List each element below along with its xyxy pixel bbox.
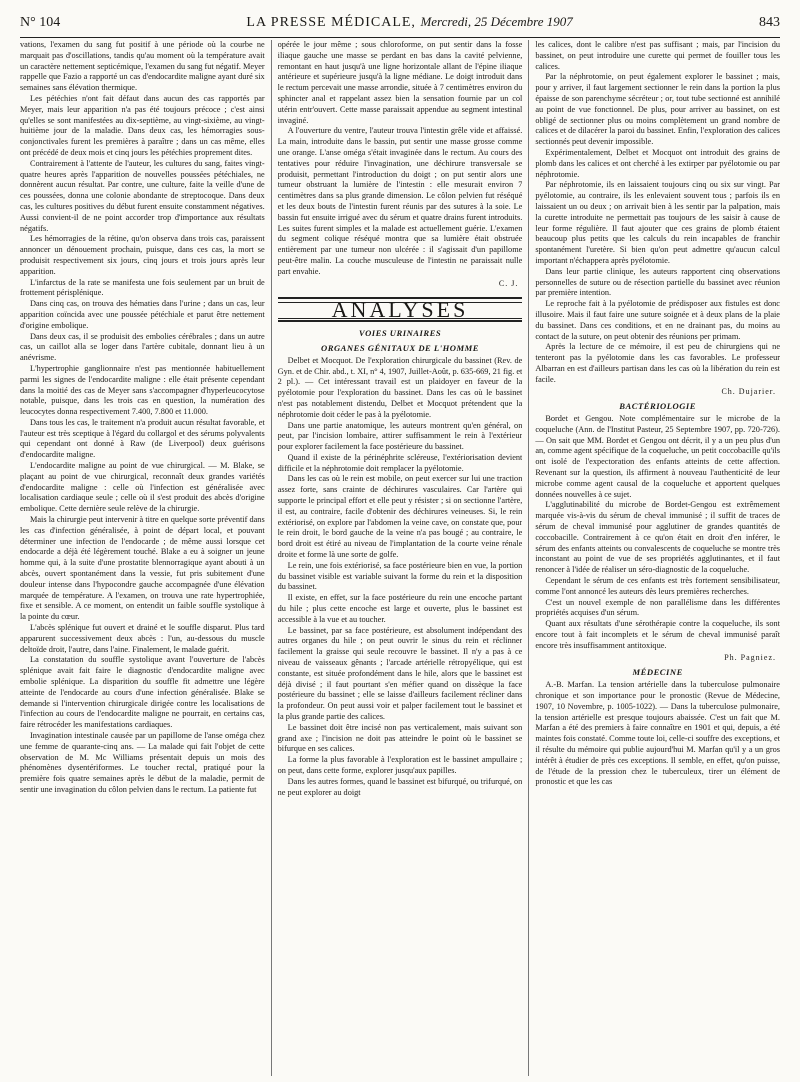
paragraph: Le reproche fait à la pyélotomie de prédisposer aux fistules est donc illusoire. Mais il faut faire une suture soignée et à deux plans de la plaie du bassinet. Dans ces conditions, et en ne drainant pas, du moins au contact de la suture, on peut obtenir des réunions per primam. <box>535 299 780 341</box>
paragraph: Dans tous les cas, le traitement n'a produit aucun résultat favorable, et l'auteur est très sceptique à l'égard du collargol et des sérums polyvalents qui cependant ont donné à Raw (de Liverpool) deux guérisons d'endocardite maligne. <box>20 417 265 460</box>
author-signature: Ch. Dujarier. <box>721 386 776 396</box>
paragraph: L'infarctus de la rate se manifesta une fois seulement par un bruit de frottement périsplénique. <box>20 277 265 298</box>
paragraph: L'hypertrophie ganglionnaire n'est pas mentionnée habituellement parmi les signes de l'endocardite maligne : elle était présente cependant dans la moitié des cas de Meyer sans s'accompagner d'hyperleucocytose notable, puisque, dans les trois cas en question, la numération des leucocytes donna respectivement 7.400, 7.800 et 11.000. <box>20 363 265 417</box>
paragraph: vations, l'examen du sang fut positif à une période où la courbe ne marquait pas d'oscillations, tandis qu'au moment où la température avait un caractère nettement septicémique, l'examen du sang fut négatif. Meyer rappelle que Fazio a rapporté un cas d'endocardite maligne ayant duré six semaines sans élévation thermique. <box>20 40 265 93</box>
paragraph: Expérimentalement, Delbet et Mocquot ont introduit des grains de plomb dans les calices et ont cherché à les extirper par pyélotomie ou par néphrotomie. <box>535 147 780 179</box>
column-rule <box>271 40 272 1076</box>
issue-date: Mercredi, 25 Décembre 1907 <box>420 14 573 29</box>
paragraph: Le bassinet, par sa face postérieure, est absolument indépendant des autres organes du hile ; on peut ouvrir le sinus du rein et réclinner facilement la graisse qui seule recouvre le bassinet. Il n'y a pas à ce niveau de vaisseaux gênants ; l'arcade artérielle rétropyélique, qui est constante, est située profondément dans le hile, alors que le bassinet est déjà divisé ; il faut pourtant s'en méfier quand on dissèque la face postérieure du bassinet ; elle se laisse d'ailleurs facilement récliner dans la profondeur. On peut aussi voir et palper facilement tout le bassinet et la plus grande partie des calices. <box>277 625 523 722</box>
paragraph: Il existe, en effet, sur la face postérieure du rein une encoche partant du hile ; plus cette encoche est large et ouverte, plus le bassinet est accessible à la vue et au toucher. <box>277 593 523 624</box>
paragraph: Les pétéchies n'ont fait défaut dans aucun des cas rapportés par Meyer, mais leur apparition n'a pas été toujours précoce ; c'est ainsi qu'elles se sont manifestées au dix-septième, au vingt-sixième, au vingt-huitième jour de la maladie. Dans deux cas, les hémorragies sous-conjonctivales furent les premières à paraître ; dans un cas même, elles ont précédé de deux mois et cinq jours les pétéchies proprement dites. <box>20 93 265 157</box>
paragraph: Quand il existe de la périnéphrite scléreuse, l'extériorisation devient difficile et la néphrotomie doit remplacer la pyélotomie. <box>277 452 523 473</box>
paragraph: Après la lecture de ce mémoire, il est peu de chirurgiens qui ne tenteront pas la pyélotomie dans les cas favorables. Le professeur Albarran en est d'ailleurs partisan dans les cas où la libération du rein est facile. <box>535 342 780 384</box>
paragraph: opérée le jour même ; sous chloroforme, on put sentir dans la fosse iliaque gauche une masse se perdant en bas dans la cavité pelvienne, remontant en haut jusqu'à une ligne horizontale allant de l'épine iliaque antérieure et supérieure jusqu'à la ligne médiane. Le doigt introduit dans le rectum percevait une masse arrondie, située à 7 centimètres environ du sphincter anal et rappelant assez bien la sensation fournie par un col utérin entr'ouvert. Cette masse paraissait appendue au segment intestinal invaginé. <box>277 40 523 125</box>
paragraph: Dans cinq cas, on trouva des hématies dans l'urine ; dans un cas, leur apparition coïncida avec une poussée pétéchiale et parut être nettement d'origine embolique. <box>20 299 265 330</box>
author-signature: Ph. Pagniez. <box>724 652 776 662</box>
paragraph: les calices, dont le calibre n'est pas suffisant ; mais, par l'incision du bassinet, on peut introduire une curette qui permet de fouiller tous les calices. <box>535 40 780 71</box>
paragraph: Dans une partie anatomique, les auteurs montrent qu'en général, on peut, par l'incision lombaire, attirer suffisamment le rein à l'extérieur pour explorer facilement la face postérieure du bassinet. <box>277 420 523 452</box>
paragraph: L'abcès splénique fut ouvert et drainé et le souffle disparut. Plus tard apparurent successivement deux abcès : l'un, au-dessous du muscle deltoïde droit, l'autre, dans l'aine. Finalement, le malade guérit. <box>20 623 265 654</box>
paragraph: Le bassinet doit être incisé non pas verticalement, mais suivant son grand axe ; l'incision ne doit pas atteindre le point où le bassinet se bifurque en ses calices. <box>277 722 523 754</box>
paragraph: L'agglutinabilité du microbe de Bordet-Gengou est extrêmement marquée vis-à-vis du sérum de cheval immunisé ; il suffit de traces de sérum de cheval immunisé pour agglutiner de grandes quantités de coccobacille. Contrairement à ce qu'on était en droit d'en inférer, le sérum des enfants atteints ou convalescents de coqueluche se montre très inconstant au point de vue de ses propriétés agglutinantes, et il faut renoncer à l'idée de réaliser un séro-diagnostic de la coqueluche. <box>535 500 780 575</box>
author-signature: C. J. <box>498 278 519 288</box>
paragraph: Mais la chirurgie peut intervenir à titre en quelque sorte préventif dans les cas d'infection généralisée, à point de départ local, et pouvant déterminer une infection de l'endocarde ; de même aussi lorsque cet endocarde a déjà été légèrement touché. Blake a eu à soigner un jeune homme qui, à la suite d'une prostatite blennorragique ayant abouti à un abcès, ouvert spontanément dans la vessie, fut pris subitement d'une douleur intense dans l'hypocondre gauche accompagnée d'une élévation marquée de température. A l'examen, on trouva une rate hypertrophiée, fixe et sensible. A ce moment, on entendit un faible souffle systolique à la pointe du cœur. <box>20 515 265 622</box>
paragraph: Les hémorragies de la rétine, qu'on observa dans trois cas, paraissent annoncer un dénouement prochain, puisque, dans ces cas, la mort se produisit respectivement six jours, cinq jours et trois jours après leur apparition. <box>20 234 265 276</box>
paragraph: Dans deux cas, il se produisit des embolies cérébrales ; dans un autre cas, un caillot alla se loger dans l'artère cubitale, donnant lieu à un anévrisme. <box>20 331 265 363</box>
paragraph: La forme la plus favorable à l'exploration est le bassinet ampullaire ; on peut, dans cette forme, explorer jusqu'aux papilles. <box>277 755 523 775</box>
paragraph: Bordet et Gengou. Note complémentaire sur le microbe de la coqueluche (Ann. de l'Institut Pasteur, 25 Septembre 1907, pp. 720-726). — On sait que MM. Bordet et Gengou ont décrit, il y a un peu plus d'un an, comme agent spécifique de la coqueluche, un petit coccobacille qu'ils ont isolé de l'expectoration des enfants atteints de cette affection. Revenant sur la question, ils affirment à nouveau l'authenticité de leur microbe comme agent causal de la coqueluche et apportent quelques données nouvelles à ce sujet. <box>535 414 780 499</box>
masthead <box>246 14 572 31</box>
subsection-heading: ORGANES GÉNITAUX DE L'HOMME <box>321 342 479 353</box>
section-heading: BACTÉRIOLOGIE <box>619 401 696 412</box>
paragraph: L'endocardite maligne au point de vue chirurgical. — M. Blake, se plaçant au point de vue chirurgical, reconnaît deux grandes variétés d'endocardite maligne : celle où l'infection est généralisée avec localisation cardiaque seule ; celle où il s'est produit des abcès d'origine embolique. Cette dernière seule relève de la chirurgie. <box>20 461 265 514</box>
column-1 <box>20 40 265 1076</box>
columns <box>20 40 780 1076</box>
section-heading: VOIES URINAIRES <box>358 328 442 339</box>
column-3 <box>535 40 780 1076</box>
paragraph: Quant aux résultats d'une sérothérapie contre la coqueluche, ils sont encore tout à fait incomplets et le sérum de cheval immunisé paraît encore très insuffisamment antitoxique. <box>535 619 780 650</box>
section-heading: MÉDECINE <box>632 667 683 678</box>
journal-title: LA PRESSE MÉDICALE, <box>246 15 416 30</box>
column-rule <box>528 40 529 1076</box>
banner-title: ANALYSES <box>278 302 523 319</box>
paragraph: Le rein, une fois extériorisé, sa face postérieure bien en vue, la portion du bassinet visible est variable suivant la forme du rein et la disposition du bassinet. <box>277 560 523 592</box>
page-header <box>20 14 780 38</box>
page-number: 843 <box>758 15 780 30</box>
paragraph: Dans les autres formes, quand le bassinet est bifurqué, ou trifurqué, on ne peut explorer au doigt <box>277 776 523 797</box>
paragraph: Delbet et Mocquot. De l'exploration chirurgicale du bassinet (Rev. de Gyn. et de Chir. abd., t. XI, n° 4, 1907, Juillet-Août, p. 635-669, 21 fig. et 2 pl.). — Cet intéressant travail est un plaidoyer en faveur de la pyélotomie pour l'exploration du bassinet. Dans les cas où le bassinet n'est pas notablement distendu, Delbet et Mocquot prétendent que la néphrotomie doit céder le pas à la pyélotomie. <box>277 355 523 419</box>
paragraph: A l'ouverture du ventre, l'auteur trouva l'intestin grêle vide et affaissé. La main, introduite dans le bassin, put sentir une masse grosse comme une orange. L'anse oméga s'était invaginée dans le rectum. Au cours des tentatives pour réduire l'invagination, une déchirure transversale se produisit, permettant l'introduction du doigt ; on put sentir alors une tumeur obstruant la lumière de l'intestin : elle mesurait environ 7 centimètres dans sa plus grande dimension. Le côlon pelvien fut réséqué et les deux bouts de l'intestin furent réunis par des sutures à la soie. Le bassin fut ensuite irrigué avec du sérum et quatre drains furent introduits. Les suites furent simples et la malade est actuellement guérie. L'examen du segment colique réséqué montra que sa lumière était obstruée entièrement par une tumeur non ulcérée : il s'agissait d'un papillome peut-être malin. La couche musculeuse de l'intestin ne paraissait nulle part envahie. <box>277 126 523 276</box>
paragraph: Dans les cas où le rein est mobile, on peut exercer sur lui une traction assez forte, sans crainte de déchirures vasculaires. Car l'artère qui supporte le principal effort et elle peut y résister ; si on sectionne l'artère, il est, au contraire, facile d'obtenir des déchirures veineuses. Si, le rein extériorisé, on explore par l'abdomen la veine cave, on constate que, pour le rein droit, le bord gauche de la veine n'a pas bougé ; au contraire, le bord droit est étiré au niveau de l'implantation de la courte veine rénale droite et forme là une sorte de golfe. <box>277 474 523 560</box>
paragraph: Cependant le sérum de ces enfants est très fortement sensibilisateur, comme l'ont annoncé les auteurs dès leurs premières recherches. <box>535 576 780 596</box>
paragraph: Par néphrotomie, ils en laissaient toujours cinq ou six sur vingt. Par pyélotomie, au contraire, ils les enlevaient souvent tous ; parfois ils en laissaient un ou deux ; on arrivait bien à les sentir par la palpation, mais la curette introduite ne permettait pas toujours de les saisir à cause de leur forme régulière. Il faut ajouter que ces grains de plomb étaient beaucoup plus petits que les calculs du rein incapables de franchir spontanément l'uretère. Si bien qu'on peut admettre qu'aucun calcul important n'échappera après pyélotomie. <box>535 180 780 265</box>
section-banner <box>278 297 523 322</box>
paragraph: La constatation du souffle systolique avant l'ouverture de l'abcès splénique avait fait faire le diagnostic d'endocardite maligne avec embolie splénique. La disparition du souffle fit admettre une légère atteinte de l'endocarde au cours d'une infection généralisée. Blake se demande si l'intervention chirurgicale dirigée contre les localisations de l'infection au cours de l'endocardite maligne ne pourrait, en certains cas, faire rétrocéder les manifestations cardiaques. <box>20 655 265 730</box>
issue-number: N° 104 <box>20 15 61 30</box>
paragraph: Dans leur partie clinique, les auteurs rapportent cinq observations personnelles de suture ou de résection partielle du bassinet avec réunion par première intention. <box>535 266 780 298</box>
column-2 <box>278 40 523 1076</box>
paragraph: C'est un nouvel exemple de non parallélisme dans les différentes propriétés acquises d'un sérum. <box>535 597 780 618</box>
paragraph: Contrairement à l'attente de l'auteur, les cultures du sang, faites vingt-quatre heures après l'apparition de nouvelles poussées pétéchiales, ne donnèrent aucun résultat. Par contre, une culture, faite la veille d'une de ces poussées, donna une colonie abondante de streptocoque. Dans deux cas, les cultures positives du début furent ensuite constamment négatives. Aussi convient-il de ne point accorder trop d'importance aux résultats négatifs. <box>20 158 265 233</box>
paragraph: A.-B. Marfan. La tension artérielle dans la tuberculose pulmonaire chronique et son importance pour le pronostic (Revue de Médecine, 1907, 10 Novembre, p. 1005-1022). — Dans la tuberculose pulmonaire, la tension artérielle est presque toujours abaissée. C'est un fait que M. Marfan a été des premiers à faire connaître en 1901 et qui, depuis, a été maintes fois constaté. Comme toute loi, celle-ci souffre des exceptions, et il résulte du mémoire qui publie aujourd'hui M. Marfan qu'il y a un gros intérêt à étudier de près ces exceptions. Il semble, en effet, qu'on puisse, de l'étude de la pression chez le tuberculeux, tirer un élément de pronostic et que les cas <box>535 680 780 787</box>
paragraph: Par la néphrotomie, on peut également explorer le bassinet ; mais, pour y arriver, il faut largement sectionner le rein dans la portion la plus épaisse de son parenchyme sécréteur ; or, tout tube sectionné est annihilé au point de vue fonctionnel. De plus, pour arriver au bassinet, on est obligé de sectionner plus ou moins complètement un grand nombre de calices et de dilacérer la paroi du bassinet. Enfin, l'exploration des calices sectionnés peut devenir impossible. <box>535 72 780 147</box>
paragraph: Invagination intestinale causée par un papillome de l'anse oméga chez une femme de quarante-cinq ans. — La malade qui fait l'objet de cette observation de M. Mc Williams présentait depuis un mois des phénomènes dysentériformes. Le toucher rectal, pratiqué pour la première fois quatre semaines après le début de la maladie, permit de sentir une invagination du côlon pelvien dans le rectum. La patiente fut <box>20 731 265 794</box>
